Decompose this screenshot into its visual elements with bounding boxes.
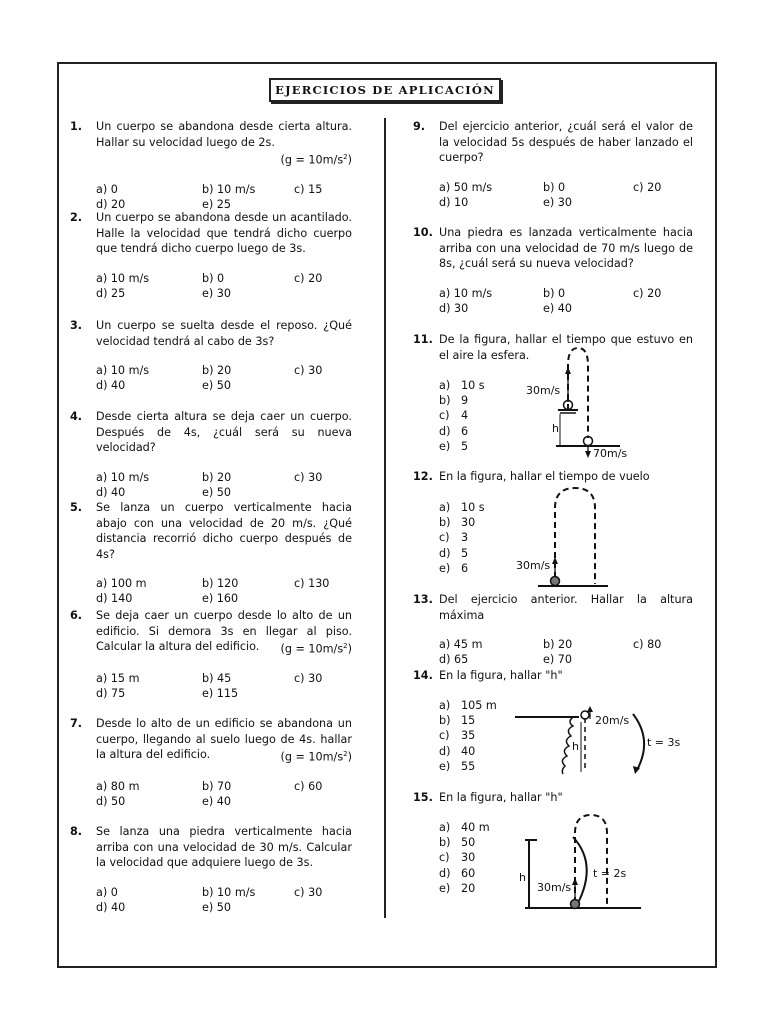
figure-15 xyxy=(515,805,645,915)
options-15: a) 40 m b) 50 c) 30 d) 60 e) 20 xyxy=(439,821,490,895)
question-14: 14. En la figura, hallar "h" xyxy=(413,669,563,682)
options: a) 100 m b) 120 c) 130 d) 140 e) 160 xyxy=(96,577,330,605)
question-4: 4. Desde cierta altura se deja caer un cuerpo. Después de 4s, ¿cuál será su nueva velocidad? a) 10 m/s b) 20 c) 30 d) 40 e) 50 xyxy=(70,410,352,499)
trajectory-path xyxy=(555,488,595,584)
trajectory-path xyxy=(575,815,607,908)
fig-label-v1: 30m/s xyxy=(526,384,561,397)
arrow-head xyxy=(572,878,578,885)
arrow-head xyxy=(585,451,591,458)
options: a) 10 m/s b) 0 c) 20 d) 30 e) 40 xyxy=(439,286,662,315)
question-10: 10. Una piedra es lanzada verticalmente hacia arriba con una velocidad de 70 m/s luego de 8s, ¿cuál será su nueva velocidad? a) 10 m/s b) 0 c) 20 d) 30 e) 40 xyxy=(413,226,693,315)
page-title: EJERCICIOS DE APLICACIÓN xyxy=(269,78,501,102)
fig-label-v: 30m/s xyxy=(516,559,551,572)
arrow-head xyxy=(552,557,558,564)
fig-label-v: 30m/s xyxy=(537,881,572,894)
question-6: 6. Se deja caer un cuerpo desde lo alto de un edificio. Si demora 3s en llegar al piso. Calcular la altura del edificio. $(g = 10m/s^2)$ a) 15 m b) 45 c) 30 d) 75 e) 115 xyxy=(70,609,352,701)
options: a) 50 m/s b) 0 c) 20 d) 10 e) 30 xyxy=(439,180,662,209)
options-12: a) 10 s b) 30 c) 3 d) 5 e) 6 xyxy=(439,501,485,575)
question-1: 1. Un cuerpo se abandona desde cierta altura. Hallar su velocidad luego de 2s. $(g = 10m/s^2)$ a) 0 b) 10 m/s c) 15 d) 20 e) 25 xyxy=(70,120,352,212)
time-arrow xyxy=(633,714,644,770)
ball xyxy=(571,900,580,909)
fig-label-t: t = 2s xyxy=(593,867,627,880)
options: a) 45 m b) 20 c) 80 d) 65 e) 70 xyxy=(439,638,662,666)
question-2: 2. Un cuerpo se abandona desde un acantilado. Halle la velocidad que tendrá dicho cuerpo que tendrá dicho cuerpo luego de 3s. a) 10 m/s b) 0 c) 20 d) 25 e) 30 xyxy=(70,211,352,300)
fig-label-h: h xyxy=(572,740,579,753)
options: a) 10 m/s b) 20 c) 30 d) 40 e) 50 xyxy=(96,364,323,392)
arrow-head xyxy=(565,367,571,374)
gravity-note: $(g = 10m/s^2)$ xyxy=(280,750,352,764)
arrow-head xyxy=(587,706,593,712)
gravity-note: $(g = 10m/s^2)$ xyxy=(280,642,352,656)
question-7: 7. Desde lo alto de un edificio se abandona un cuerpo, llegando al suelo luego de 4s. hallar la altura del edificio. $(g = 10m/s^2)$ a) 80 m b) 70 c) 60 d) 50 e) 40 xyxy=(70,717,352,809)
figure-11 xyxy=(520,340,630,465)
gravity-note: $(g = 10m/s^2)$ xyxy=(280,153,352,167)
column-divider xyxy=(384,118,386,918)
options-11: a) 10 s b) 9 c) 4 d) 6 e) 5 xyxy=(439,379,485,453)
options-14: a) 105 m b) 15 c) 35 d) 40 e) 55 xyxy=(439,699,497,773)
options: a) 80 m b) 70 c) 60 d) 50 e) 40 xyxy=(96,780,323,809)
fig-label-v2: 70m/s xyxy=(593,447,628,460)
options: a) 15 m b) 45 c) 30 d) 75 e) 115 xyxy=(96,672,323,701)
fig-label-h: h xyxy=(552,422,559,435)
options: a) 10 m/s b) 0 c) 20 d) 25 e) 30 xyxy=(96,271,323,300)
fig-label-t: t = 3s xyxy=(647,736,681,749)
options: a) 0 b) 10 m/s c) 15 d) 20 e) 25 xyxy=(96,183,323,212)
question-13: 13. Del ejercicio anterior. Hallar la altura máxima a) 45 m b) 20 c) 80 d) 65 e) 70 xyxy=(413,593,693,666)
fig-label-v: 20m/s xyxy=(595,714,630,727)
question-11: 11. De la figura, hallar el tiempo que estuvo en el aire la esfera. xyxy=(413,333,693,362)
question-15: 15. En la figura, hallar "h" xyxy=(413,791,563,804)
question-5: 5. Se lanza un cuerpo verticalmente hacia abajo con una velocidad de 20 m/s. ¿Qué distancia recorrió dicho cuerpo después de 4s? a) 100 m b) 120 c) 130 d) 140 e) 160 xyxy=(70,501,352,605)
ball xyxy=(581,711,589,719)
figure-14 xyxy=(515,700,695,780)
question-12: 12. En la figura, hallar el tiempo de vuelo xyxy=(413,470,650,483)
ball xyxy=(551,577,560,586)
question-9: 9. Del ejercicio anterior, ¿cuál será el valor de la velocidad 5s después de haber lanzado el cuerpo? a) 50 m/s b) 0 c) 20 d) 10 e) 30 xyxy=(413,120,693,209)
trajectory-path xyxy=(568,348,588,438)
question-8: 8. Se lanza una piedra verticalmente hacia arriba con una velocidad de 30 m/s. Calcular la velocidad que adquiere luego de 3s. a) 0 b) 10 m/s c) 30 d) 40 e) 50 xyxy=(70,825,352,914)
figure-12 xyxy=(510,480,615,590)
options: a) 0 b) 10 m/s c) 30 d) 40 e) 50 xyxy=(96,885,323,914)
fig-label-h: h xyxy=(519,871,526,884)
options: a) 10 m/s b) 20 c) 30 d) 40 e) 50 xyxy=(96,470,323,499)
question-3: 3. Un cuerpo se suelta desde el reposo. ¿Qué velocidad tendrá al cabo de 3s? a) 10 m/s b) 20 c) 30 d) 40 e) 50 xyxy=(70,319,352,392)
